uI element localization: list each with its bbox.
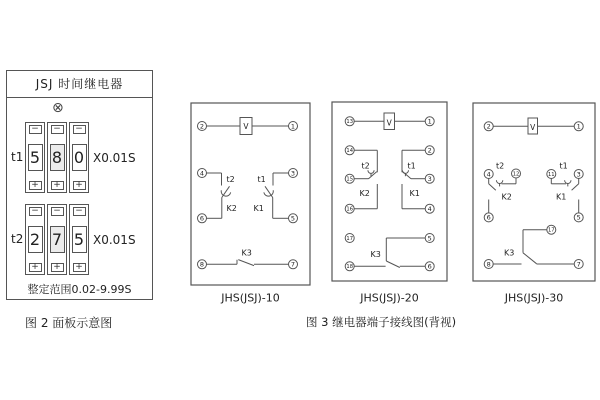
wiring-lines [207, 126, 289, 266]
k3-contact-label: K3 [370, 250, 381, 259]
meter-label: V [243, 122, 249, 131]
diagram-name: JHS(JSJ)-30 [504, 291, 564, 305]
k2-contact-label: K2 [359, 189, 370, 198]
t2-contact-label: t2 [226, 175, 235, 184]
terminal-number: 2 [199, 122, 205, 131]
terminal-number: 17 [346, 235, 354, 242]
k2-contact-label: K2 [226, 204, 237, 213]
t1-contact-label: t1 [257, 175, 266, 184]
decrement-button: − [73, 125, 86, 134]
k1-contact-label: K1 [556, 192, 567, 202]
terminals [484, 122, 583, 269]
terminal-number: 15 [346, 176, 354, 183]
terminal-number: 6 [199, 214, 205, 223]
terminal-number: 8 [199, 260, 205, 269]
increment-button: + [29, 181, 42, 190]
terminal-number: 1 [427, 117, 432, 126]
terminal-number: 1 [290, 122, 296, 131]
t2-multiplier-label: X0.01S [93, 233, 136, 247]
digit-window: 5 [28, 144, 43, 171]
digit-wheel [25, 122, 45, 193]
setting-range-note: 整定范围0.02-9.99S [27, 283, 132, 296]
digit-wheel [69, 122, 89, 193]
terminal-number: 6 [486, 213, 491, 222]
figure2-caption: 图 2 面板示意图 [25, 316, 113, 330]
digit-window: 8 [50, 144, 65, 171]
terminal-number: 2 [427, 146, 432, 155]
increment-button: + [51, 181, 64, 190]
k1-contact-label: K1 [409, 189, 420, 198]
terminal-number: 14 [346, 148, 354, 155]
t2-digit-wheels [25, 204, 89, 275]
terminal-number: 8 [486, 260, 491, 269]
terminal-number: 5 [290, 214, 296, 223]
diagram-jhs-jsj-30 [465, 95, 600, 310]
digit-wheel [69, 204, 89, 275]
increment-button: + [73, 181, 86, 190]
terminal-number: 3 [576, 170, 581, 179]
voltmeter-symbol [528, 118, 538, 134]
t1-contact-label: t1 [559, 161, 568, 171]
figure3-caption: 图 3 继电器端子接线图(背视) [306, 315, 457, 329]
terminal-number: 2 [486, 122, 491, 131]
digit-window: 7 [50, 226, 65, 253]
decrement-button: − [29, 207, 42, 216]
diagram-jhs-jsj-20 [325, 95, 460, 310]
relay-front-panel [6, 70, 153, 300]
terminal-number: 16 [346, 206, 354, 213]
increment-button: + [29, 263, 42, 272]
terminal-number: 7 [290, 260, 296, 269]
diagram-name: JHS(JSJ)-20 [360, 291, 419, 305]
terminal-number: 18 [346, 264, 354, 271]
voltmeter-symbol [240, 118, 252, 135]
decrement-button: − [73, 207, 86, 216]
k3-contact-label: K3 [504, 248, 515, 258]
t1-row-label: t1 [11, 150, 24, 164]
diagram-jhs-jsj-10 [185, 95, 315, 310]
terminals [198, 122, 298, 269]
t1-multiplier-label: X0.01S [93, 151, 136, 165]
terminal-number: 5 [427, 234, 432, 243]
k3-contact-label: K3 [241, 248, 252, 258]
panel-title: JSJ 时间继电器 [7, 71, 152, 98]
terminal-number: 17 [547, 227, 555, 234]
terminal-number: 1 [576, 122, 581, 131]
terminal-number: 7 [576, 260, 581, 269]
t1-digit-wheels [25, 122, 89, 193]
terminal-number: 3 [427, 175, 432, 183]
digit-wheel [25, 204, 45, 275]
voltmeter-symbol [384, 113, 395, 130]
digit-wheel [47, 204, 67, 275]
t2-contact-label: t2 [496, 161, 505, 171]
terminal-number: 3 [290, 169, 296, 178]
terminal-number: 12 [512, 171, 520, 178]
meter-label: V [386, 118, 392, 128]
digit-window: 0 [72, 144, 87, 171]
terminal-number: 5 [576, 213, 581, 222]
terminal-number: 6 [427, 262, 432, 271]
decrement-button: − [29, 125, 42, 134]
k1-contact-label: K1 [253, 204, 264, 213]
digit-window: 2 [28, 226, 43, 253]
increment-button: + [73, 263, 86, 272]
digit-wheel [47, 122, 67, 193]
digit-window: 5 [72, 226, 87, 253]
t1-contact-label: t1 [407, 161, 416, 171]
t2-row-label: t2 [11, 232, 24, 246]
terminal-number: 11 [547, 171, 555, 178]
meter-label: V [530, 123, 536, 133]
terminal-number: 4 [427, 205, 432, 213]
increment-button: + [51, 263, 64, 272]
decrement-button: − [51, 125, 64, 134]
diagram-frame [332, 102, 447, 281]
terminal-number: 4 [486, 170, 491, 179]
terminal-number: 13 [346, 119, 354, 126]
indicator-lamp-icon: ⊗ [52, 100, 64, 116]
terminal-number: 4 [199, 169, 205, 178]
t2-contact-label: t2 [361, 161, 370, 171]
decrement-button: − [51, 207, 64, 216]
diagram-name: JHS(JSJ)-10 [221, 291, 280, 305]
k2-contact-label: K2 [501, 192, 512, 202]
